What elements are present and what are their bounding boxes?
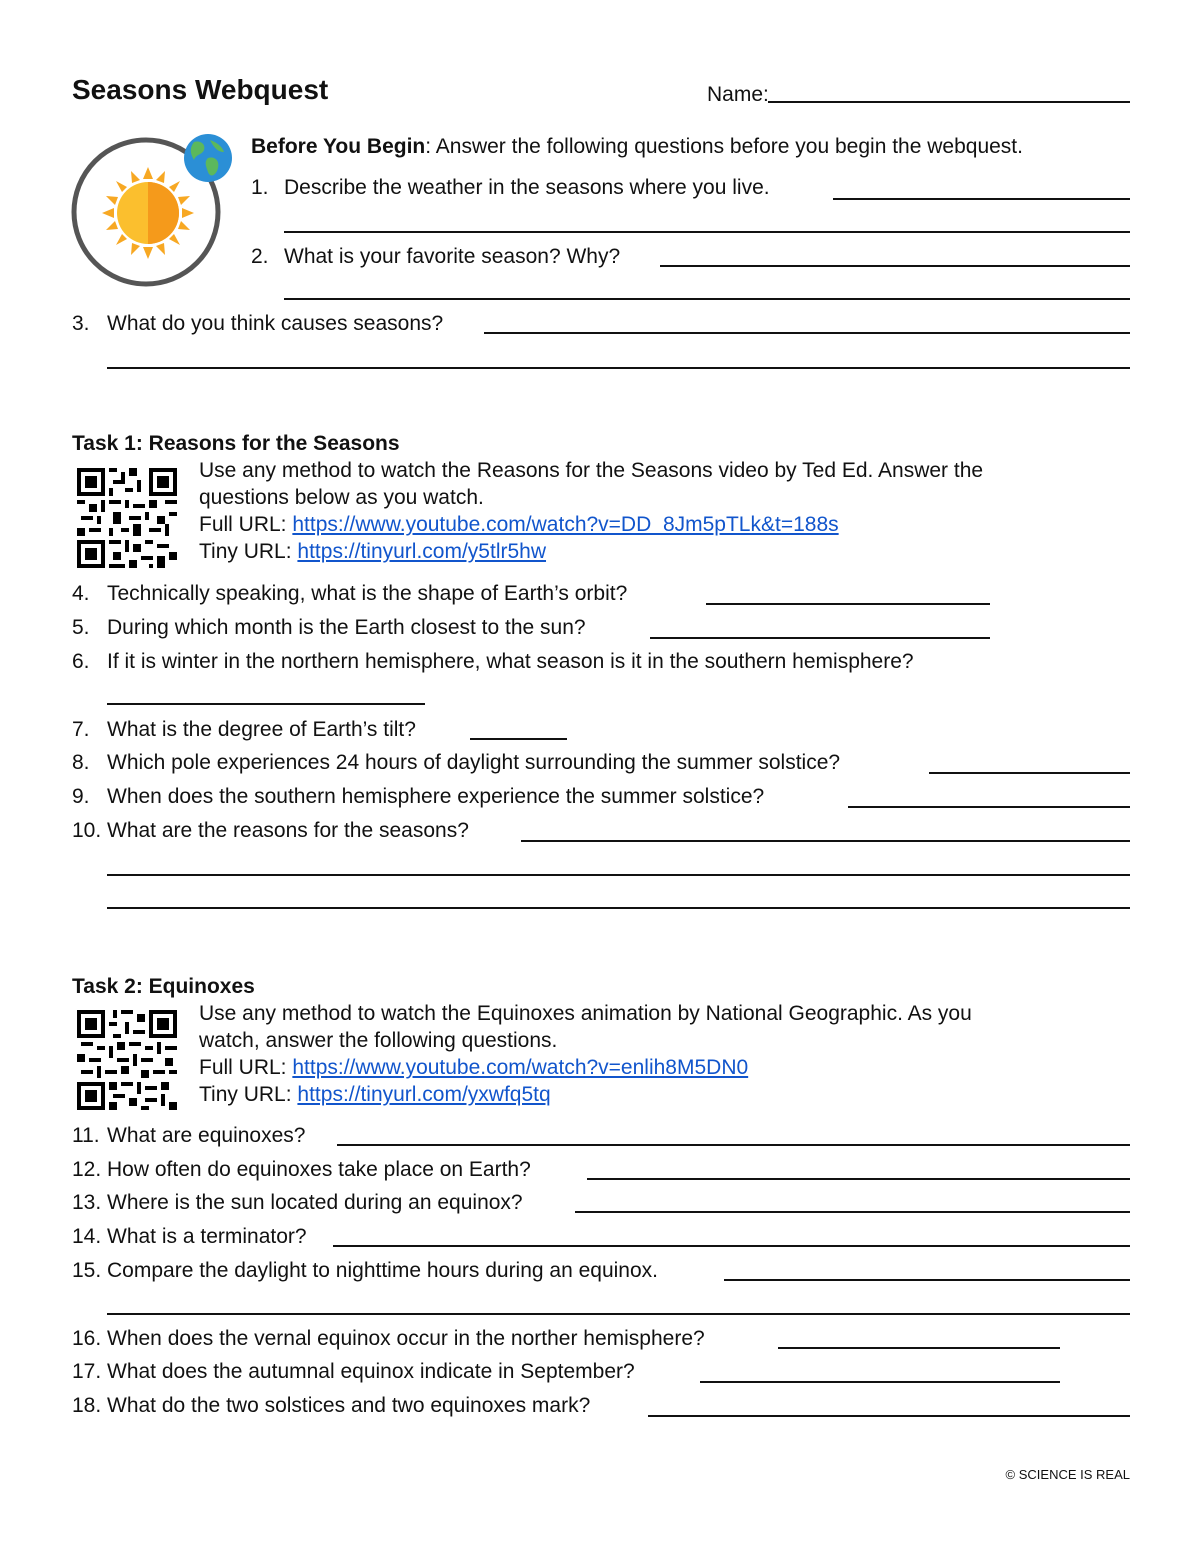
- q8-answer-line[interactable]: [929, 772, 1130, 774]
- q4-answer-line[interactable]: [706, 603, 990, 605]
- task2-tiny-url-link[interactable]: https://tinyurl.com/yxwfq5tq: [297, 1083, 551, 1106]
- q13-answer-line[interactable]: [575, 1211, 1130, 1213]
- q3-text: What do you think causes seasons?: [107, 312, 444, 335]
- task1-tiny-url-link[interactable]: https://tinyurl.com/y5tlr5hw: [297, 540, 547, 563]
- q2-answer-line[interactable]: [660, 265, 1130, 267]
- before-intro: [251, 135, 1023, 159]
- q12-answer-line[interactable]: [587, 1178, 1130, 1180]
- q14-answer-line[interactable]: [333, 1245, 1130, 1247]
- q15-answer-line-2[interactable]: [107, 1313, 1130, 1315]
- q6-answer-line[interactable]: [107, 703, 425, 705]
- page-title: Seasons Webquest: [72, 74, 329, 105]
- q1-answer-line-2[interactable]: [284, 231, 1130, 233]
- q3-number: 3.: [72, 312, 90, 335]
- q11-answer-line[interactable]: [337, 1144, 1130, 1146]
- q4-number: 4.: [72, 582, 90, 605]
- task2-tiny-url-label: Tiny URL:: [199, 1083, 298, 1106]
- task2-heading: Task 2: Equinoxes: [72, 975, 255, 998]
- q15-text: Compare the daylight to nighttime hours during an equinox.: [107, 1259, 659, 1282]
- q16-text: When does the vernal equinox occur in the norther hemisphere?: [107, 1327, 705, 1350]
- q1-text: Describe the weather in the seasons where you live.: [284, 176, 770, 199]
- q10-answer-line-3[interactable]: [107, 907, 1130, 909]
- q17-number: 17.: [72, 1360, 102, 1383]
- q18-answer-line[interactable]: [648, 1415, 1130, 1417]
- earth-icon: [182, 132, 234, 184]
- q16-answer-line[interactable]: [778, 1347, 1060, 1349]
- q11-text: What are equinoxes?: [107, 1124, 306, 1147]
- q10-text: What are the reasons for the seasons?: [107, 819, 469, 842]
- q15-answer-line[interactable]: [724, 1279, 1130, 1281]
- q10-answer-line[interactable]: [521, 840, 1130, 842]
- name-label: Name:: [707, 83, 769, 106]
- q12-number: 12.: [72, 1158, 102, 1181]
- q18-number: 18.: [72, 1394, 102, 1417]
- q2-number: 2.: [251, 245, 269, 268]
- q13-number: 13.: [72, 1191, 102, 1214]
- task1-tiny-url-row: [199, 540, 546, 564]
- q9-text: When does the southern hemisphere experience the summer solstice?: [107, 785, 765, 808]
- q6-text: If it is winter in the northern hemisphere, what season is it in the southern hemisphere?: [107, 650, 914, 673]
- q16-number: 16.: [72, 1327, 102, 1350]
- q18-text: What do the two solstices and two equinoxes mark?: [107, 1394, 591, 1417]
- q12-text: How often do equinoxes take place on Earth?: [107, 1158, 531, 1181]
- task2-full-url-row: [199, 1056, 748, 1080]
- q10-number: 10.: [72, 819, 102, 842]
- qr-code-icon[interactable]: [77, 468, 177, 568]
- q3-answer-line-2[interactable]: [107, 367, 1130, 369]
- q17-text: What does the autumnal equinox indicate in September?: [107, 1360, 635, 1383]
- name-field[interactable]: [768, 101, 1130, 103]
- q5-answer-line[interactable]: [650, 637, 990, 639]
- q14-text: What is a terminator?: [107, 1225, 307, 1248]
- before-text: : Answer the following questions before you begin the webquest.: [425, 135, 1023, 158]
- task1-intro-line1: Use any method to watch the Reasons for the Seasons video by Ted Ed. Answer the: [199, 459, 984, 482]
- q1-number: 1.: [251, 176, 269, 199]
- q4-text: Technically speaking, what is the shape of Earth’s orbit?: [107, 582, 628, 605]
- q3-answer-line[interactable]: [484, 332, 1130, 334]
- q6-number: 6.: [72, 650, 90, 673]
- q5-number: 5.: [72, 616, 90, 639]
- task2-tiny-url-row: [199, 1083, 551, 1107]
- q1-answer-line[interactable]: [833, 198, 1130, 200]
- task1-full-url-link[interactable]: https://www.youtube.com/watch?v=DD_8Jm5pTLk&t=188s: [292, 513, 839, 536]
- q7-number: 7.: [72, 718, 90, 741]
- q8-number: 8.: [72, 751, 90, 774]
- task2-intro-line1: Use any method to watch the Equinoxes animation by National Geographic. As you: [199, 1002, 972, 1025]
- q10-answer-line-2[interactable]: [107, 874, 1130, 876]
- q7-answer-line[interactable]: [470, 738, 567, 740]
- task1-tiny-url-label: Tiny URL:: [199, 540, 298, 563]
- q14-number: 14.: [72, 1225, 102, 1248]
- q15-number: 15.: [72, 1259, 102, 1282]
- qr-code-icon[interactable]: [77, 1010, 177, 1110]
- q9-answer-line[interactable]: [848, 806, 1130, 808]
- task1-full-url-row: [199, 513, 839, 537]
- task2-full-url-label: Full URL:: [199, 1056, 293, 1079]
- before-heading: Before You Begin: [251, 135, 426, 158]
- task2-full-url-link[interactable]: https://www.youtube.com/watch?v=enlih8M5DN0: [292, 1056, 749, 1079]
- q5-text: During which month is the Earth closest to the sun?: [107, 616, 586, 639]
- task1-intro-line2: questions below as you watch.: [199, 486, 484, 509]
- q7-text: What is the degree of Earth’s tilt?: [107, 718, 416, 741]
- footer-copyright: © SCIENCE IS REAL: [1005, 1467, 1130, 1482]
- q9-number: 9.: [72, 785, 90, 808]
- q17-answer-line[interactable]: [700, 1381, 1060, 1383]
- q2-answer-line-2[interactable]: [284, 298, 1130, 300]
- task2-intro-line2: watch, answer the following questions.: [199, 1029, 558, 1052]
- q2-text: What is your favorite season? Why?: [284, 245, 621, 268]
- q8-text: Which pole experiences 24 hours of daylight surrounding the summer solstice?: [107, 751, 841, 774]
- q13-text: Where is the sun located during an equinox?: [107, 1191, 523, 1214]
- task1-full-url-label: Full URL:: [199, 513, 293, 536]
- task1-heading: Task 1: Reasons for the Seasons: [72, 432, 400, 455]
- q11-number: 11.: [72, 1124, 100, 1147]
